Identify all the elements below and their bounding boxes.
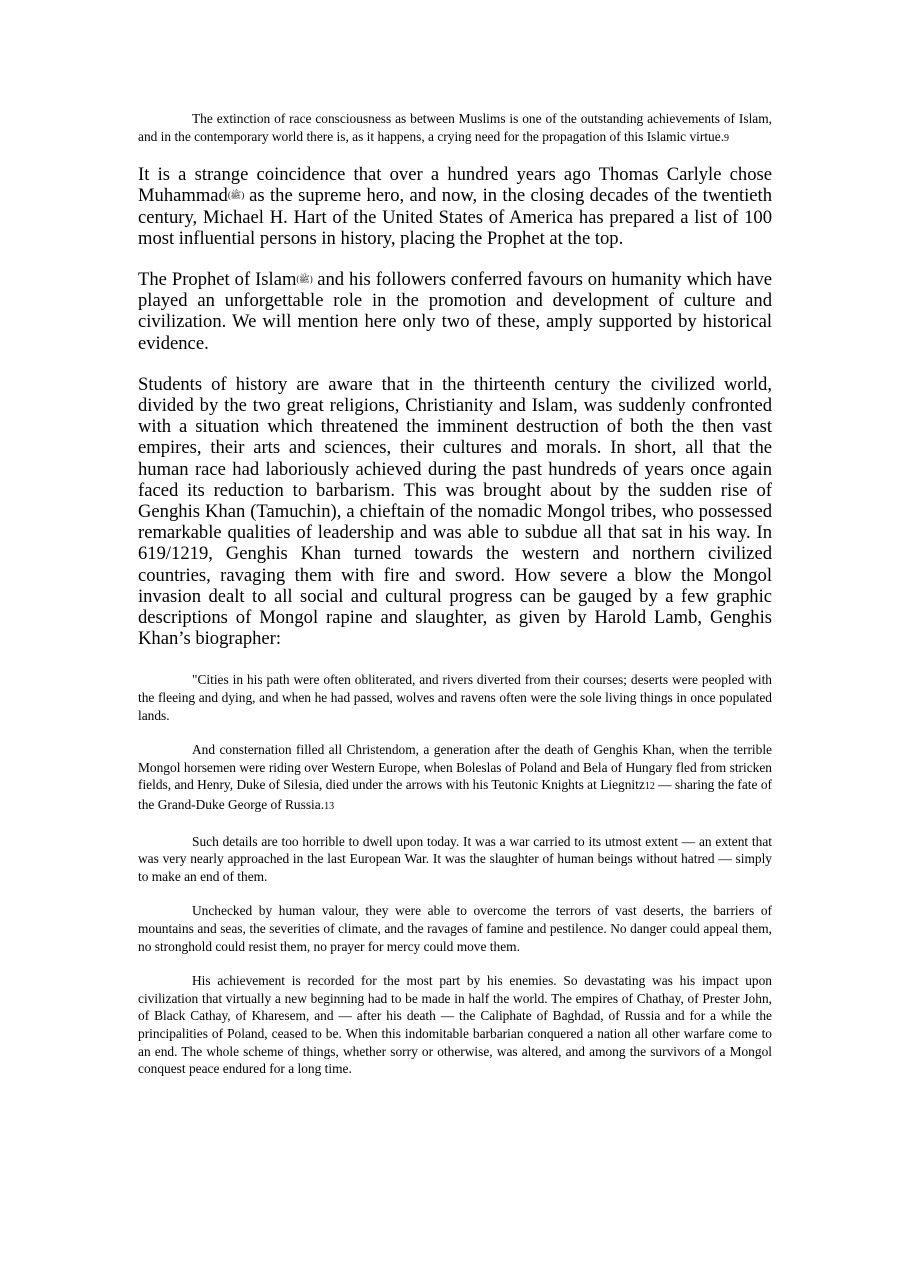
footnote-marker: 13 bbox=[324, 801, 335, 813]
paragraph-text: as the supreme hero, and now, in the closing decades of the twentieth century, Michael H. Hart of the United States of America has prepared a list of 100 most influential persons in history, placing the Prophet at the top. bbox=[138, 185, 772, 249]
paragraph-text: "Cities in his path were often obliterated, and rivers diverted from their courses; deserts were peopled with the fleeing and dying, and when he had passed, wolves and ravens often were the sole living things in once populated lands. bbox=[138, 672, 772, 723]
paragraph-text: Students of history are aware that in the thirteenth century the civilized world, divided by the two great religions, Christianity and Islam, was suddenly confronted with a situation which threatened the imminent destruction of both the then vast empires, their arts and sciences, their cultures and morals. In short, all that the human race had laboriously achieved during the past hundreds of years once again faced its reduction to barbarism. This was brought about by the sudden rise of Genghis Khan (Tamuchin), a chieftain of the nomadic Mongol tribes, who possessed remarkable qualities of leadership and was able to subdue all that sat in his way. In 619/1219, Genghis Khan turned towards the western and northern civilized countries, ravaging them with fire and sword. How severe a blow the Mongol invasion dealt to all social and cultural progress can be gauged by a few graphic descriptions of Mongol rapine and slaughter, as given by Harold Lamb, Genghis Khan’s biographer: bbox=[138, 373, 772, 650]
paragraph-text: And consternation filled all Christendom, a generation after the death of Genghis Khan, when the terrible Mongol horsemen were riding over Western Europe, when Boleslas of Poland and Bela of Hungary fled from stricken fields, and Henry, Duke of Silesia, died under the arrows with his Teutonic Knights at Liegnitz bbox=[138, 742, 772, 793]
quote-paragraph-race-consciousness bbox=[138, 110, 772, 147]
paragraph-text: The extinction of race consciousness as between Muslims is one of the outstanding achievements of Islam, and in the contemporary world there is, as it happens, a crying need for the propagation of this Islamic virtue. bbox=[138, 111, 772, 144]
quote-paragraph-christendom bbox=[138, 741, 772, 815]
footnote-marker: 9 bbox=[724, 132, 730, 144]
pbuh-symbol-icon: (ﷺ) bbox=[227, 190, 244, 201]
body-paragraph-favours bbox=[138, 269, 772, 354]
document-page bbox=[138, 110, 772, 1095]
quote-paragraph-achievement bbox=[138, 972, 772, 1078]
paragraph-text: Such details are too horrible to dwell upon today. It was a war carried to its utmost extent — an extent that was very nearly approached in the last European War. It was the slaughter of human beings without hatred — simply to make an end of them. bbox=[138, 833, 772, 884]
quote-paragraph-cities bbox=[138, 671, 772, 724]
pbuh-symbol-icon: (ﷺ) bbox=[296, 274, 313, 284]
paragraph-text: and his followers conferred favours on humanity which have played an unforgettable role in the promotion and development of culture and civilization. We will mention here only two of these, amply supported by historical evidence. bbox=[138, 269, 773, 354]
quote-paragraph-unchecked bbox=[138, 902, 772, 955]
body-paragraph-carlyle-hart bbox=[138, 164, 772, 249]
footnote-marker: 12 bbox=[644, 781, 655, 793]
paragraph-text: — sharing the fate of the Grand-Duke George of Russia. bbox=[138, 777, 772, 813]
paragraph-text: The Prophet of Islam bbox=[138, 269, 297, 290]
quote-paragraph-horrible-details bbox=[138, 833, 772, 886]
body-paragraph-genghis-khan bbox=[138, 374, 772, 650]
paragraph-text: His achievement is recorded for the most part by his enemies. So devastating was his impact upon civilization that virtually a new beginning had to be made in half the world. The empires of Chathay, of Prester John, of Black Cathay, of Kharesem, and — after his death — the Caliphate of Baghdad, of Russia and for a while the principalities of Poland, ceased to be. When this indomitable barbarian conquered a nation all other warfare come to an end. The whole scheme of things, whether sorry or otherwise, was altered, and among the survivors of a Mongol conquest peace endured for a long time. bbox=[138, 973, 772, 1077]
paragraph-text: It is a strange coincidence that over a hundred years ago Thomas Carlyle chose Muhammad bbox=[138, 164, 772, 207]
paragraph-text: Unchecked by human valour, they were able to overcome the terrors of vast deserts, the barriers of mountains and seas, the severities of climate, and the ravages of famine and pestilence. No danger could appeal them, no stronghold could resist them, no prayer for mercy could move them. bbox=[138, 903, 772, 954]
